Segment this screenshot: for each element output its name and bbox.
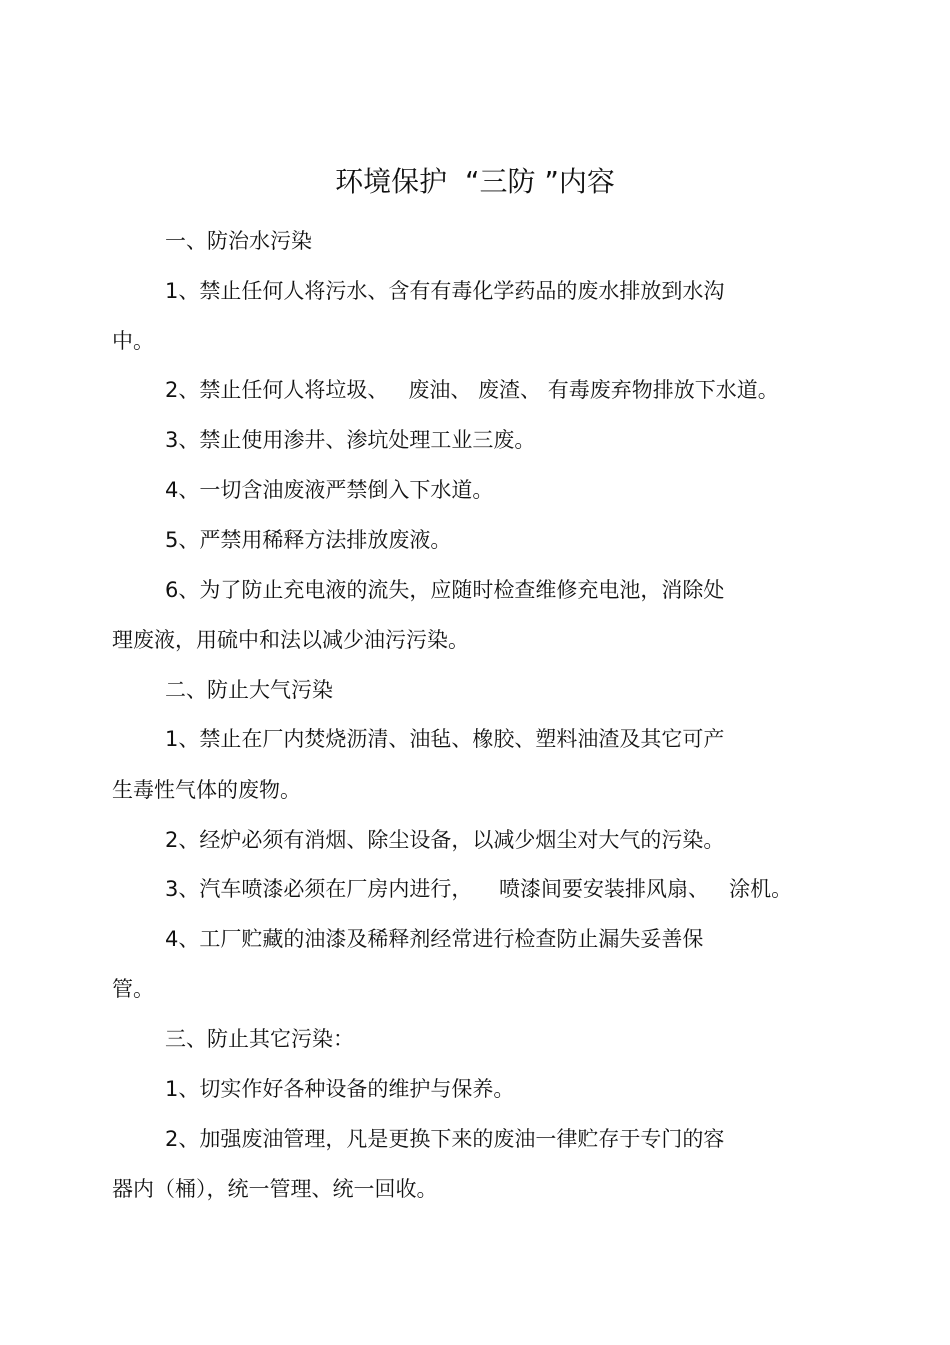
paragraph-line: 生毒性气体的废物。 xyxy=(112,778,301,802)
section-heading-other: 三、防止其它污染： xyxy=(165,1027,354,1051)
paragraph-line: 3、禁止使用渗井、渗坑处理工业三废。 xyxy=(165,428,536,452)
section-heading-water: 一、防治水污染 xyxy=(165,229,312,253)
paragraph-line: 1、切实作好各种设备的维护与保养。 xyxy=(165,1077,515,1101)
paragraph-line: 4、工厂贮藏的油漆及稀释剂经常进行检查防止漏失妥善保 xyxy=(165,927,704,951)
document-title: 环境保护 “三防 ”内容 xyxy=(335,165,615,198)
paragraph-line: 2、禁止任何人将垃圾、 废油、 废渣、 有毒废弃物排放下水道。 xyxy=(165,378,779,402)
paragraph-line: 6、为了防止充电液的流失，应随时检查维修充电池，消除处 xyxy=(165,578,725,602)
paragraph-line: 1、禁止任何人将污水、含有有毒化学药品的废水排放到水沟 xyxy=(165,279,725,303)
paragraph-line: 器内（桶），统一管理、统一回收。 xyxy=(112,1177,438,1201)
paragraph-line: 2、经炉必须有消烟、除尘设备，以减少烟尘对大气的污染。 xyxy=(165,828,725,852)
paragraph-line: 4、一切含油废液严禁倒入下水道。 xyxy=(165,478,494,502)
paragraph-line: 3、汽车喷漆必须在厂房内进行， 喷漆间要安装排风扇、 涂机。 xyxy=(165,877,793,901)
paragraph-line: 理废液，用硫中和法以减少油污污染。 xyxy=(112,628,469,652)
paragraph-line: 2、加强废油管理，凡是更换下来的废油一律贮存于专门的容 xyxy=(165,1127,725,1151)
paragraph-line: 5、严禁用稀释方法排放废液。 xyxy=(165,528,452,552)
section-heading-air: 二、防止大气污染 xyxy=(165,678,333,702)
paragraph-line: 1、禁止在厂内焚烧沥清、油毡、橡胶、塑料油渣及其它可产 xyxy=(165,727,725,751)
paragraph-line: 中。 xyxy=(112,329,154,353)
paragraph-line: 管。 xyxy=(112,977,154,1001)
